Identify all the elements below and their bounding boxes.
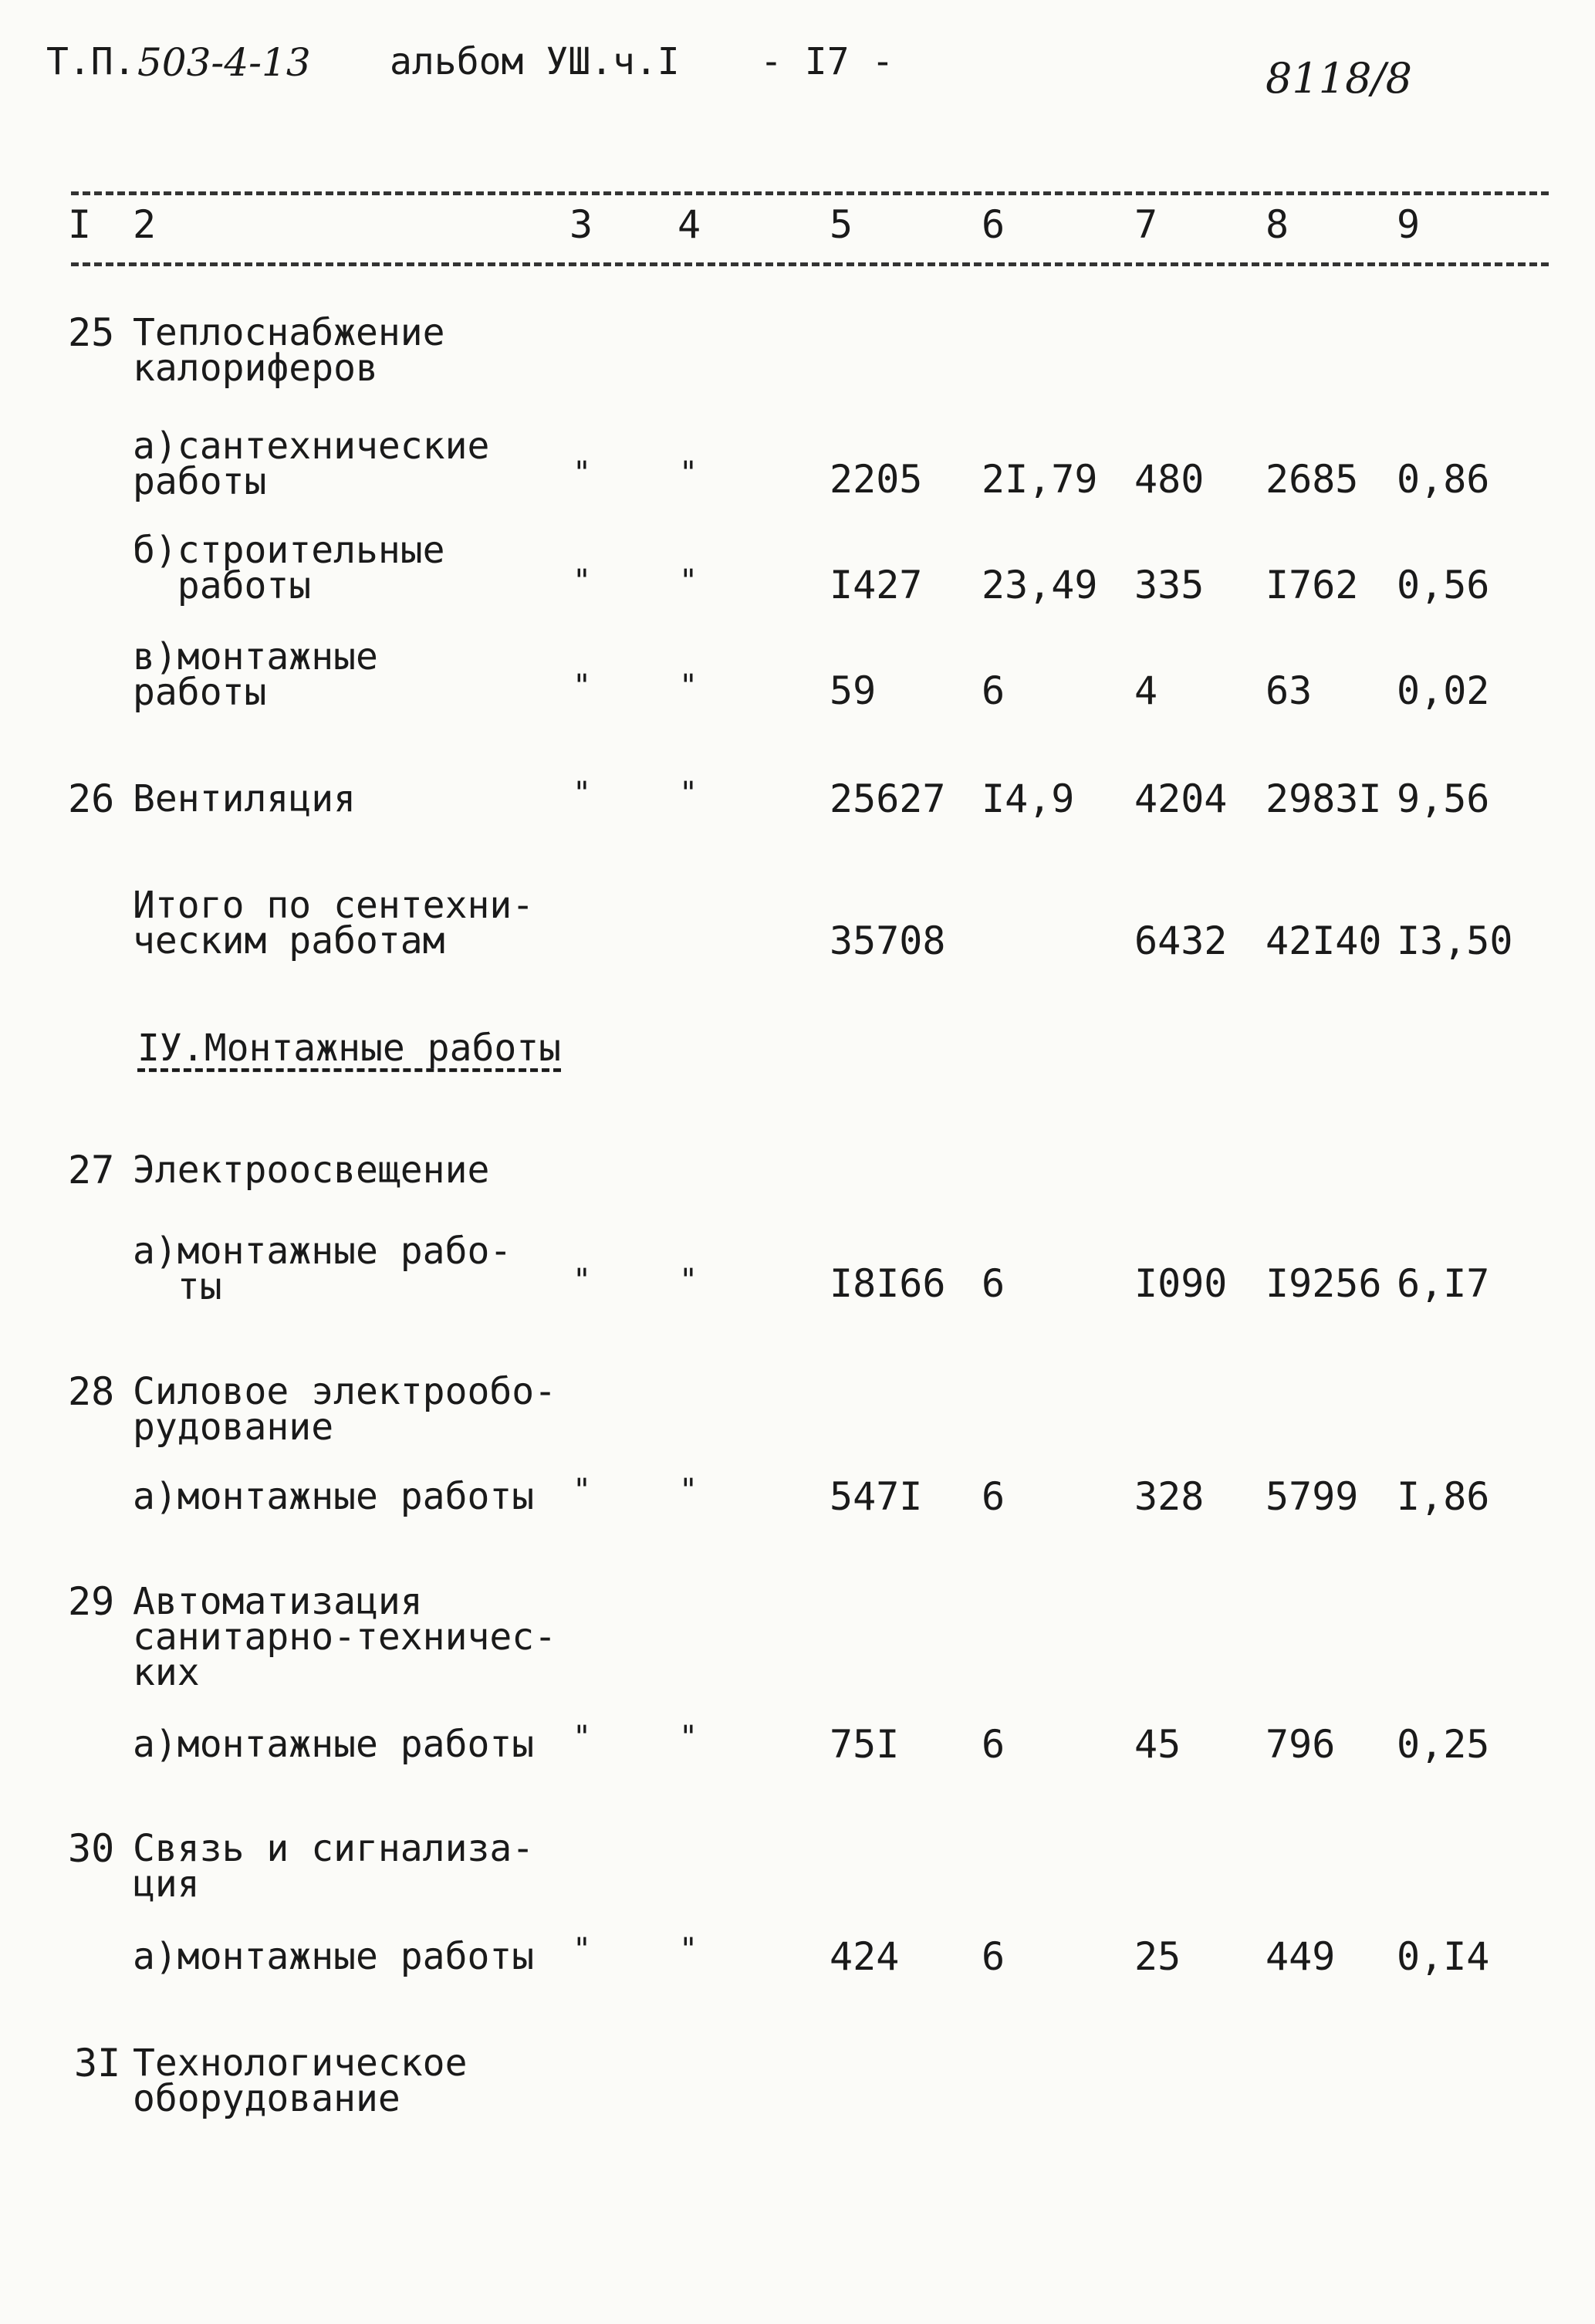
value-col5: I427 xyxy=(830,563,923,607)
value-col7: I090 xyxy=(1134,1261,1228,1306)
value-col7: 6432 xyxy=(1134,918,1228,963)
row-name: Технологическое оборудование xyxy=(133,2042,468,2120)
column-header-6: 6 xyxy=(982,202,1005,247)
row-number: 26 xyxy=(68,776,115,821)
ditto-mark: " xyxy=(573,455,592,491)
column-header-3: 3 xyxy=(569,202,593,247)
column-header-8: 8 xyxy=(1266,202,1289,247)
ditto-mark: " xyxy=(573,668,592,704)
value-col7: 45 xyxy=(1134,1722,1181,1767)
value-col8: 796 xyxy=(1266,1722,1336,1767)
value-col8: 449 xyxy=(1266,1934,1336,1979)
value-col7: 25 xyxy=(1134,1934,1181,1979)
header-album: альбом УШ.ч.I xyxy=(390,40,680,83)
value-col7: 480 xyxy=(1134,457,1205,502)
value-col6: 6 xyxy=(982,1474,1005,1519)
value-col7: 4204 xyxy=(1134,776,1228,821)
ditto-mark: " xyxy=(573,563,592,599)
column-header-7: 7 xyxy=(1134,202,1158,247)
value-col5: 547I xyxy=(830,1474,923,1519)
row-name: Теплоснабжение калориферов xyxy=(133,311,445,390)
header-project-number: 503-4-13 xyxy=(137,40,311,85)
value-col5: 59 xyxy=(830,668,877,713)
row-number: 27 xyxy=(68,1148,115,1192)
value-col9: I,86 xyxy=(1397,1474,1490,1519)
value-col5: I8I66 xyxy=(830,1261,946,1306)
ditto-mark: " xyxy=(679,668,698,704)
value-col5: 25627 xyxy=(830,776,946,821)
row-name: Итого по сентехни- ческим работам xyxy=(133,884,535,962)
row-name: а)монтажные работы xyxy=(133,1723,535,1766)
ditto-mark: " xyxy=(679,1263,698,1298)
ditto-mark: " xyxy=(679,455,698,491)
value-col9: I3,50 xyxy=(1397,918,1513,963)
row-number: 3I xyxy=(74,2041,121,2086)
value-col9: 0,86 xyxy=(1397,457,1490,502)
value-col6: 6 xyxy=(982,1261,1005,1306)
column-header-5: 5 xyxy=(830,202,853,247)
value-col7: 4 xyxy=(1134,668,1158,713)
value-col7: 335 xyxy=(1134,563,1205,607)
row-name: а)монтажные работы xyxy=(133,1475,535,1518)
value-col6: 6 xyxy=(982,1722,1005,1767)
value-col8: 63 xyxy=(1266,668,1313,713)
row-number: 28 xyxy=(68,1369,115,1414)
column-header-1: I xyxy=(68,202,92,247)
row-number: 25 xyxy=(68,310,115,355)
section-title: IУ.Монтажные работы xyxy=(137,1027,562,1070)
row-name: Силовое электрообо- рудование xyxy=(133,1370,557,1449)
value-col6: 23,49 xyxy=(982,563,1098,607)
value-col8: 2685 xyxy=(1266,457,1359,502)
row-name: Вентиляция xyxy=(133,777,356,820)
value-col5: 35708 xyxy=(830,918,946,963)
column-header-2: 2 xyxy=(133,202,157,247)
value-col5: 424 xyxy=(830,1934,900,1979)
row-name: Связь и сигнализа- ция xyxy=(133,1827,535,1906)
ditto-mark: " xyxy=(573,1263,592,1298)
ditto-mark: " xyxy=(573,1720,592,1755)
header-stamp-number: 8118/8 xyxy=(1266,54,1412,103)
value-col5: 75I xyxy=(830,1722,900,1767)
table-header-rule xyxy=(71,262,1549,266)
value-col9: 9,56 xyxy=(1397,776,1490,821)
value-col9: 0,25 xyxy=(1397,1722,1490,1767)
value-col9: 0,I4 xyxy=(1397,1934,1490,1979)
ditto-mark: " xyxy=(573,1932,592,1967)
row-name: б)строительные работы xyxy=(133,529,445,607)
row-name: а)монтажные работы xyxy=(133,1935,535,1978)
value-col6: 6 xyxy=(982,668,1005,713)
ditto-mark: " xyxy=(679,563,698,599)
table-top-rule xyxy=(71,191,1549,195)
ditto-mark: " xyxy=(573,1473,592,1508)
ditto-mark: " xyxy=(679,1473,698,1508)
value-col7: 328 xyxy=(1134,1474,1205,1519)
ditto-mark: " xyxy=(679,1720,698,1755)
value-col8: 5799 xyxy=(1266,1474,1359,1519)
value-col8: 2983I xyxy=(1266,776,1382,821)
value-col8: I762 xyxy=(1266,563,1359,607)
value-col6: I4,9 xyxy=(982,776,1075,821)
row-name: в)монтажные работы xyxy=(133,635,378,714)
value-col8: I9256 xyxy=(1266,1261,1382,1306)
value-col9: 6,I7 xyxy=(1397,1261,1490,1306)
header-prefix: Т.П. xyxy=(46,40,136,83)
column-header-4: 4 xyxy=(678,202,701,247)
row-name: а)монтажные рабо- ты xyxy=(133,1230,512,1308)
value-col9: 0,02 xyxy=(1397,668,1490,713)
value-col6: 6 xyxy=(982,1934,1005,1979)
value-col9: 0,56 xyxy=(1397,563,1490,607)
row-name: Электроосвещение xyxy=(133,1148,490,1192)
ditto-mark: " xyxy=(573,776,592,811)
ditto-mark: " xyxy=(679,776,698,811)
ditto-mark: " xyxy=(679,1932,698,1967)
value-col5: 2205 xyxy=(830,457,923,502)
row-number: 30 xyxy=(68,1826,115,1871)
header-page-number: - I7 - xyxy=(760,40,894,83)
row-name: а)сантехнические работы xyxy=(133,425,490,503)
value-col6: 2I,79 xyxy=(982,457,1098,502)
row-number: 29 xyxy=(68,1579,115,1624)
row-name: Автоматизация санитарно-техничес- ких xyxy=(133,1580,557,1694)
column-header-9: 9 xyxy=(1397,202,1421,247)
value-col8: 42I40 xyxy=(1266,918,1382,963)
